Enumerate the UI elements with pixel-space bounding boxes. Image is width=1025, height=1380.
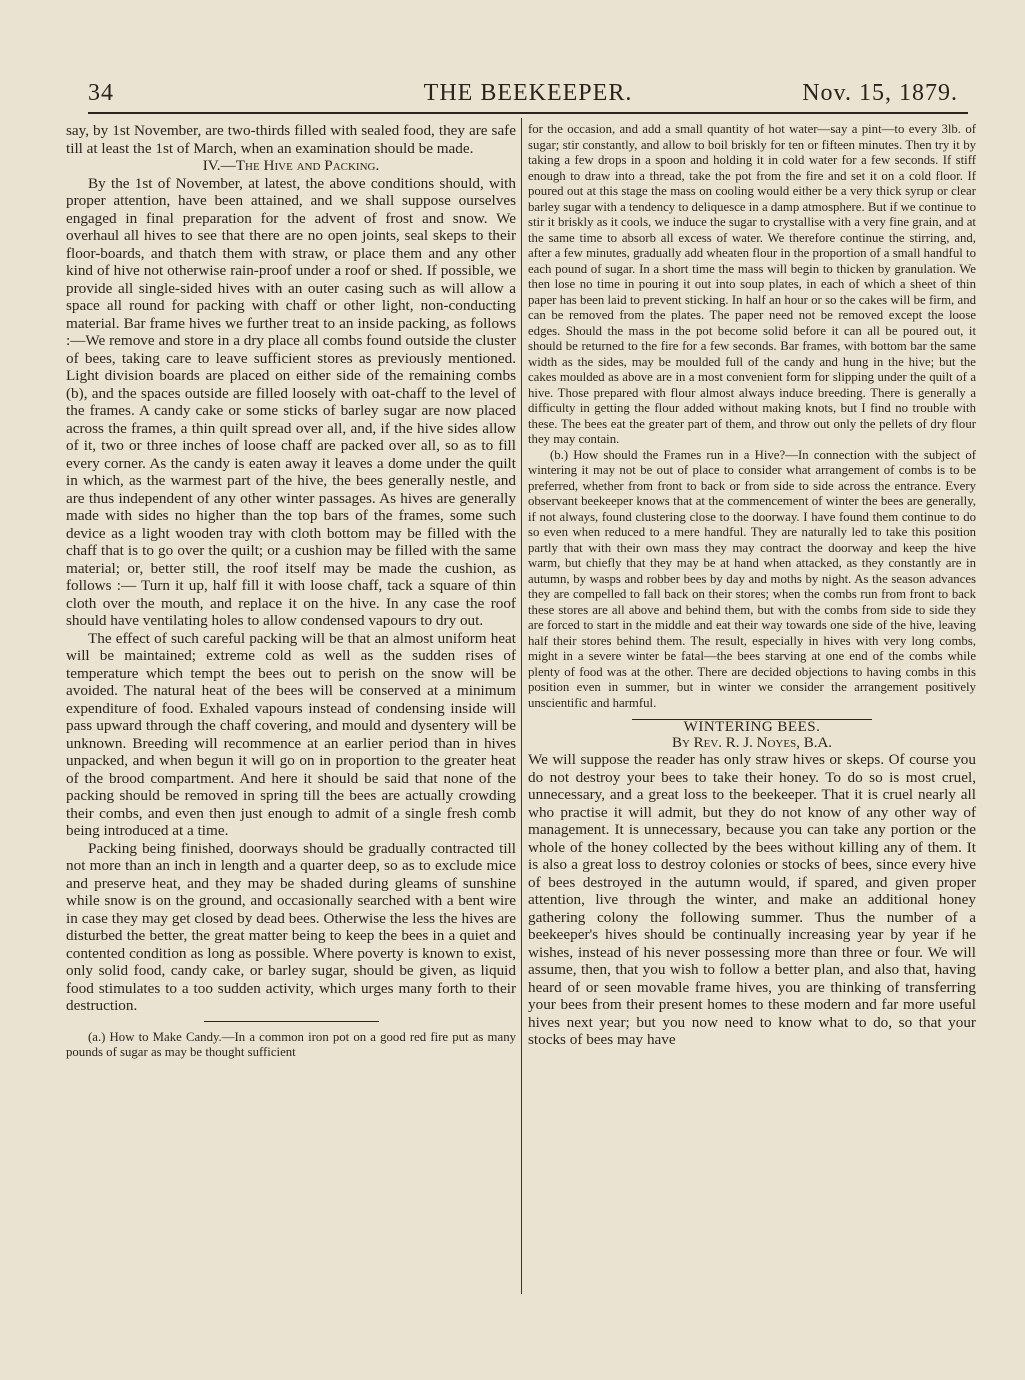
paragraph: Packing being finished, doorways should be gradually contracted till not more than an inch in length and a quarter deep, so as to exclude mice and preserve heat, and they may be shaded during gleams of sunshine while snow is on the ground, and occasionally searched with a bent wire in case they may get closed by dead bees. Otherwise the less the hives are disturbed the better, the great matter being to keep the bees in a quiet and contented condition as long as possible. Where poverty is known to exist, only solid food, candy cake, or barley sugar, should be given, as liquid food stimulates to a too sudden activity, which urges many forth to their destruction. (66, 839, 516, 1014)
page-header (88, 80, 968, 112)
article-body: We will suppose the reader has only straw hives or skeps. Of course you do not destroy your bees to take their honey. To do so is most cruel, unnecessary, and a great loss to the beekeeper. That it is cruel nearly all who practise it will admit, but they do not know of any other way of management. It is unnecessary, because you can take any portion or the whole of the honey collected by the bees without killing any of them. It is also a great loss to destroy colonies or stocks of bees, since every hive of bees destroyed in the autumn would, if spared, and given proper attention, live through the winter, and make an additional honey gathering colony the following summer. Thus the number of a beekeeper's hives should be continually increasing year by year if he wishes, instead of his never possessing more than three or four. We will assume, then, that you wish to follow a better plan, and also that, having heard of or seen movable frame hives, you are thinking of transferring your bees from their present homes to these modern and far more useful hives next year; but you now need to know what to do, so that your stocks of bees may have (528, 751, 976, 1048)
header-rule (88, 112, 968, 114)
section-heading: IV.—The Hive and Packing. (202, 157, 380, 174)
page-number: 34 (88, 80, 114, 106)
paragraph: say, by 1st November, are two-thirds filled with sealed food, they are safe till at least the 1st of March, when an examination should be made. (66, 122, 516, 157)
footnote-rule (204, 1021, 379, 1022)
article-title: WINTERING BEES. (683, 719, 821, 735)
left-column (66, 122, 516, 1061)
paragraph: The effect of such careful packing will be that an almost uniform heat will be maintained; extreme cold as well as the sudden rises of temperature which tempt the bees out to perish on the snow will be avoided. The natural heat of the bees will be conserved at a minimum expenditure of food. Exhaled vapours instead of condensing inside will pass upward through the chaff covering, and mould and dysentery will be unknown. Breeding will recommence at an earlier period than in hives unpacked, and when begun it will go on in proportion to the greater heat of the brood compartment. And here it should be said that none of the packing should be removed in spring till the bees are actually crowding their combs, and even then just enough to admit of a single fresh comb being introduced at a time. (66, 629, 516, 839)
right-column (528, 122, 976, 1049)
publication-title: THE BEEKEEPER. (423, 80, 633, 106)
paragraph: By the 1st of November, at latest, the above conditions should, with proper attention, have been attained, and we shall suppose ourselves engaged in final preparation for the advent of frost and snow. We overhaul all hives to see that there are no open joints, seal skeps to their floor-boards, and thatch them with straw, or place them and any other kind of hive not otherwise rain-proof under a roof or shed. If possible, we provide all single-sided hives with an outer casing such as will allow a space all round for packing with chaff or other light, non-conducting material. Bar frame hives we further treat to an inside packing, as follows :—We remove and store in a dry place all combs found outside the cluster of bees, taking care to leave sufficient stores as previously mentioned. Light division boards are placed on either side of the remaining combs (b), and the spaces outside are filled loosely with oat-chaff to the level of the frames. A candy cake or some sticks of barley sugar are now placed across the frames, a thin quilt spread over all, and, if the hive sides allow of it, two or three inches of loose chaff are packed over all, so as to fill every corner. As the candy is eaten away it leaves a dome under the quilt in which, as the warmest part of the hive, the bees generally nestle, and are thus independent of any other winter passages. As hives are generally made with sides no higher than the top bars of the frames, some such device as a light wooden tray with cloth bottom may be filled with the chaff that is to go over the quilt; or a cushion may be filled with the same material; or, better still, the roof itself may be made the cushion, as follows :— Turn it up, half fill it with loose chaff, tack a square of thin cloth over the mouth, and replace it on the hive. In any case the roof should have ventilating holes to allow condensed vapours to dry out. (66, 174, 516, 629)
article-byline: By Rev. R. J. Noyes, B.A. (671, 734, 833, 751)
issue-date: Nov. 15, 1879. (802, 80, 958, 106)
footnote-b: (b.) How should the Frames run in a Hive?—In connection with the subject of wintering it may not be out of place to consider what arrangement of combs is to be preferred, whether from front to back or from side to side across the entrance. Every observant beekeeper knows that at the commencement of winter the bees are generally, if not always, found clustering close to the doorway. I have found them continue to do so even when reduced to a mere handful. They are naturally led to take this position partly that with their own mass they may contract the doorway and keep the hive warm, but chiefly that they may be at hand when attacked, as they constantly are in autumn, by wasps and robber bees by day and moths by night. As the season advances they are compelled to fall back on their stores; when the combs run from front to back these stores are all above and behind them, but with the combs from side to side they are forced to start in the middle and eat their way towards one side of the hive, leaving half their stores behind them. The result, especially in hives with very long combs, might in a severe winter be fatal—the bees starving at one end of the combs while plenty of food was at the other. There are decided objections to having combs in this position even in summer, but in winter we consider the arrangement positively unscientific and harmful. (528, 447, 976, 710)
footnote-a-continued: for the occasion, and add a small quantity of hot water—say a pint—to every 3lb. of sugar; stir constantly, and allow to boil briskly for ten or fifteen minutes. Then try it by taking a few drops in a spoon and holding it in cold water for a few seconds. If stiff enough to draw into a thread, take the pot from the fire and set it on a cold floor. If poured out at this stage the mass on cooling would either be a very thick syrup or clear barley sugar with a tendency to deliquesce in a damp atmosphere. But if we continue to stir it briskly as it cools, we induce the sugar to crystallise with a very fine grain, and at the same time to absorb all excess of water. We therefore continue the stirring, and, after a few minutes, gradually add wheaten flour in the proportion of a small handful to each pound of sugar. In a short time the mass will begin to thicken by granulation. We then lose no time in pouring it out into soup plates, in each of which a sheet of thin paper has been laid to prevent sticking. In half an hour or so the cakes will be firm, and can be removed from the plates. The paper need not be removed except the loose edges. Should the mass in the pot become solid before it can all be poured out, it should be returned to the fire for a few seconds. Bar frames, with bottom bar the same width as the sides, may be moulded full of the candy and hung in the hive; but the cakes moulded as above are in a most convenient form for slipping under the quilt of a hive. Those prepared with flour almost always induce breeding. There is generally a difficulty in getting the flour added without making knots, but I find no trouble with these. The bees eat the greater part of them, and throw out only the pellets of dry flour they may contain. (528, 122, 976, 446)
column-divider (521, 118, 522, 1294)
footnote-a: (a.) How to Make Candy.—In a common iron pot on a good red fire put as many pounds of sugar as may be thought sufficient (66, 1029, 516, 1059)
